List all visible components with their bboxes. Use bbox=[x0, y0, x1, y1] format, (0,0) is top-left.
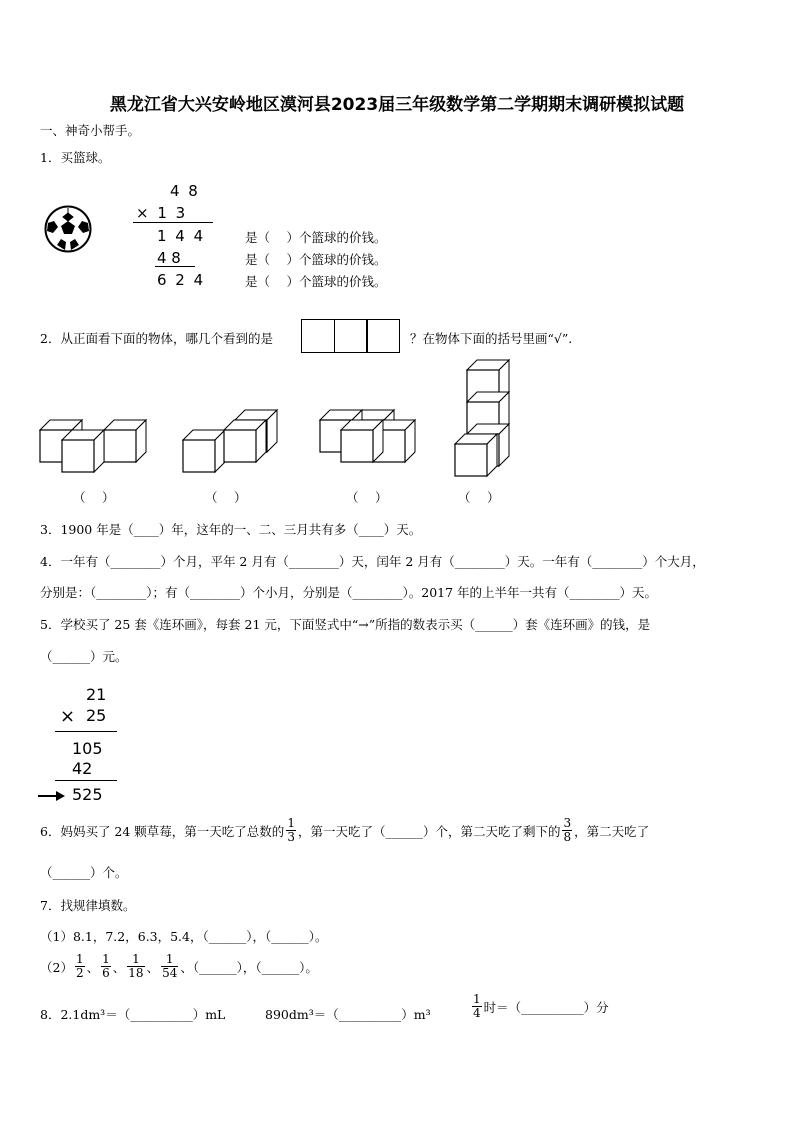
q7-frac3-den: 18 bbox=[128, 966, 144, 980]
section-heading: 一、神奇小帮手。 bbox=[40, 123, 141, 138]
question-2-instruction: ？在物体下面的括号里画“√”. bbox=[410, 331, 573, 346]
q7-frac2-den: 6 bbox=[102, 966, 110, 980]
q5-calc-row2: 25 bbox=[86, 706, 107, 725]
q6-part-1: 6．妈妈买了 24 颗草莓，第一天吃了总数的 bbox=[40, 823, 285, 839]
q2-bracket-4: （ ） bbox=[458, 490, 500, 505]
question-7-sub-1: （1）8.1，7.2，6.3，5.4，（______），（______）。 bbox=[40, 929, 328, 944]
q5-times-sign: × bbox=[60, 706, 76, 727]
q7-frac3-num: 1 bbox=[127, 953, 144, 967]
question-3: 3．1900 年是（____）年，这年的一、二、三月共有多（____）天。 bbox=[40, 522, 422, 537]
question-4-line-2: 分别是：（________）；有（________）个小月，分别是（________）。2017 年的上半年一共有（________）天。 bbox=[40, 585, 658, 600]
q7-sub2-prefix: （2） bbox=[40, 959, 73, 975]
q6-frac1-num: 1 bbox=[287, 816, 295, 830]
question-7-label: 7．找规律填数。 bbox=[40, 898, 136, 913]
q6-frac2-den: 8 bbox=[563, 830, 572, 844]
question-4-line-1: 4．一年有（________）个月，平年 2 月有（________）天，闰年 2 月有（________）天。一年有（________）个大月， bbox=[40, 554, 705, 569]
q7-sep-3: 、 bbox=[146, 959, 160, 975]
q6-frac1-den: 3 bbox=[287, 830, 295, 844]
q1-calc-rule2 bbox=[155, 266, 195, 267]
q8-frac-num: 1 bbox=[473, 992, 481, 1006]
q1-calc-row3: 1 4 4 bbox=[157, 227, 206, 245]
q1-calc-row5: 6 2 4 bbox=[157, 271, 206, 289]
q6-part-2: ，第一天吃了（______）个，第二天吃了剩下的 bbox=[297, 823, 561, 839]
q6-fraction-1 bbox=[286, 817, 296, 844]
q8-frac-den: 4 bbox=[473, 1006, 481, 1020]
q1-calc-row4: 4 8 bbox=[157, 249, 181, 267]
q5-calc-row3: 105 bbox=[72, 739, 103, 758]
q5-calc-row1: 21 bbox=[86, 685, 107, 704]
q8-part-c-text: 时＝（__________）分 bbox=[483, 999, 609, 1015]
q7-frac2-num: 1 bbox=[102, 952, 110, 966]
question-6-line-1 bbox=[40, 817, 649, 844]
right-arrow-icon bbox=[38, 790, 66, 802]
q1-answer-1: 是（ ）个篮球的价钱。 bbox=[245, 230, 387, 245]
q7-fraction-1 bbox=[75, 953, 85, 980]
page-title: 黑龙江省大兴安岭地区漠河县2023届三年级数学第二学期期末调研模拟试题 bbox=[109, 95, 685, 115]
q7-frac1-num: 1 bbox=[75, 952, 84, 966]
q6-fraction-2 bbox=[562, 817, 572, 844]
q1-calc-row1: 4 8 bbox=[170, 182, 200, 200]
q5-calc-rule2 bbox=[55, 780, 117, 781]
q2-bracket-3: （ ） bbox=[346, 490, 388, 505]
q7-sep-1: 、 bbox=[86, 959, 100, 975]
q7-sub2-suffix: 、（______），（______）。 bbox=[180, 959, 318, 975]
three-squares-figure bbox=[301, 319, 400, 355]
question-5-line-1: 5．学校买了 25 套《连环画》，每套 21 元，下面竖式中“→”所指的数表示买（______）套《连环画》的钱，是 bbox=[40, 617, 651, 632]
q7-fraction-2 bbox=[101, 953, 111, 980]
q7-fraction-3 bbox=[127, 953, 144, 980]
question-6-line-2: （______）个。 bbox=[40, 865, 128, 880]
q8-fraction bbox=[472, 993, 482, 1020]
q7-sep-2: 、 bbox=[112, 959, 126, 975]
question-8-part-b: 890dm³＝（__________）m³ bbox=[265, 1007, 431, 1022]
q7-frac4-den: 54 bbox=[162, 966, 178, 980]
q1-calc-row2: × 1 3 bbox=[136, 204, 188, 222]
q1-answer-3: 是（ ）个篮球的价钱。 bbox=[245, 274, 387, 289]
q1-answer-2: 是（ ）个篮球的价钱。 bbox=[245, 252, 387, 267]
question-2-prompt: 2．从正面看下面的物体，哪几个看到的是 bbox=[40, 331, 273, 346]
question-7-sub-2 bbox=[40, 953, 318, 980]
q2-bracket-1: （ ） bbox=[73, 490, 115, 505]
q6-part-3: ，第二天吃了 bbox=[574, 823, 650, 839]
question-5-line-2: （______）元。 bbox=[40, 649, 128, 664]
q7-frac4-num: 1 bbox=[161, 953, 178, 967]
soccer-ball-icon bbox=[44, 205, 92, 253]
q5-calc-row5: 525 bbox=[72, 785, 103, 804]
question-8-part-c bbox=[470, 993, 609, 1020]
q5-calc-row4: 42 bbox=[72, 759, 93, 778]
q5-calc-rule bbox=[55, 731, 117, 732]
q7-frac1-den: 2 bbox=[75, 966, 84, 980]
q2-bracket-2: （ ） bbox=[205, 490, 247, 505]
question-1-label: 1．买篮球。 bbox=[40, 150, 111, 165]
question-8-part-a: 8．2.1dm³＝（__________）mL bbox=[40, 1007, 226, 1022]
q6-frac2-num: 3 bbox=[563, 816, 572, 830]
q7-fraction-4 bbox=[161, 953, 178, 980]
q1-calc-rule bbox=[133, 222, 213, 223]
cube-figures bbox=[0, 355, 794, 485]
